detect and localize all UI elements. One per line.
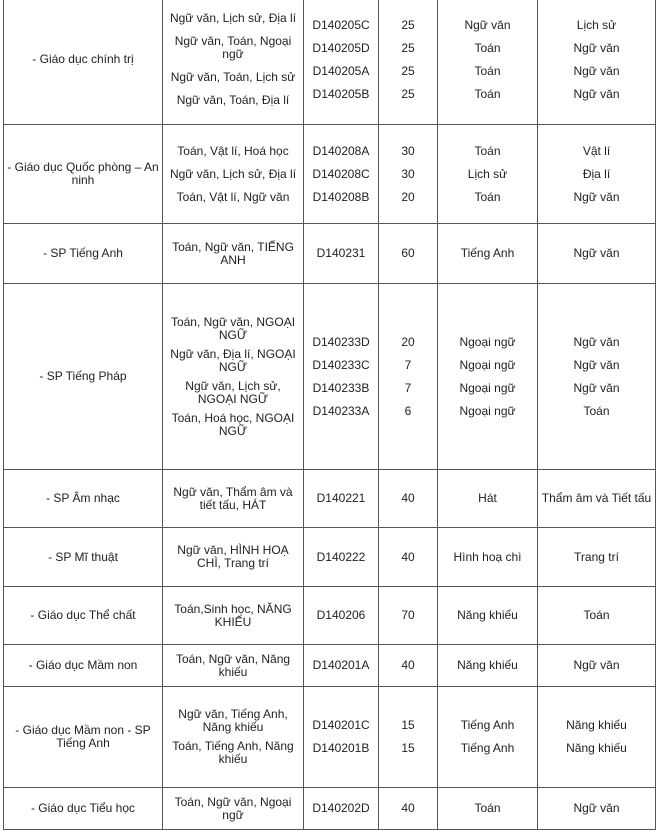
subject-combo-cell: Toán, Ngữ văn, Ngoại ngữ xyxy=(163,788,304,830)
major-cell: - Giáo dục Mầm non xyxy=(4,645,163,687)
code-cell: D140206 xyxy=(304,587,379,645)
code-cell: D140233D D140233C D140233B D140233A xyxy=(304,284,379,470)
quota-cell: 40 xyxy=(379,788,438,830)
subject-combo-cell: Ngữ văn, Tiếng Anh, Năng khiếu Toán, Tiếng Anh, Năng khiếu xyxy=(163,687,304,788)
second-subject-cell: Ngữ văn xyxy=(538,788,656,830)
main-subject-cell: Ngữ văn Toán Toán Toán xyxy=(438,0,538,125)
main-subject-cell: Năng khiếu xyxy=(438,587,538,645)
quota-cell: 60 xyxy=(379,224,438,284)
major-cell: - SP Âm nhạc xyxy=(4,470,163,528)
code-cell: D140201C D140201B xyxy=(304,687,379,788)
major-cell: - SP Mĩ thuật xyxy=(4,528,163,587)
table-row xyxy=(4,645,656,687)
subject-combo-cell: Ngữ văn, Lịch sử, Địa lí Ngữ văn, Toán, Ngoại ngữ Ngữ văn, Toán, Lịch sử Ngữ văn, Toán, Địa lí xyxy=(163,0,304,125)
second-subject-cell: Ngữ văn xyxy=(538,224,656,284)
code-cell: D140201A xyxy=(304,645,379,687)
table-row xyxy=(4,125,656,224)
table-row xyxy=(4,284,656,470)
table-row xyxy=(4,0,656,125)
quota-cell: 70 xyxy=(379,587,438,645)
second-subject-cell: Trang trí xyxy=(538,528,656,587)
table-row xyxy=(4,528,656,587)
subject-combo-cell: Toán, Vật lí, Hoá học Ngữ văn, Lịch sử, Địa lí Toán, Vật lí, Ngữ văn xyxy=(163,125,304,224)
major-cell: - Giáo dục Tiểu học xyxy=(4,788,163,830)
subject-combo-cell: Toán, Ngữ văn, NGOẠI NGỮ Ngữ văn, Địa lí, NGOẠI NGỮ Ngữ văn, Lịch sử, NGOẠI NGỮ Toán, Hoá học, NGOẠI NGỮ xyxy=(163,284,304,470)
table-row xyxy=(4,224,656,284)
quota-cell: 20 7 7 6 xyxy=(379,284,438,470)
subject-combo-cell: Toán, Ngữ văn, TIẾNG ANH xyxy=(163,224,304,284)
code-cell: D140221 xyxy=(304,470,379,528)
table-row xyxy=(4,788,656,830)
subject-combo-cell: Ngữ văn, HÌNH HOẠ CHÌ, Trang trí xyxy=(163,528,304,587)
admissions-table xyxy=(3,0,656,830)
subject-combo-cell: Toán, Ngữ văn, Năng khiếu xyxy=(163,645,304,687)
second-subject-cell: Ngữ văn xyxy=(538,645,656,687)
code-cell: D140208A D140208C D140208B xyxy=(304,125,379,224)
table-row xyxy=(4,687,656,788)
table-row xyxy=(4,587,656,645)
code-cell: D140205C D140205D D140205A D140205B xyxy=(304,0,379,125)
major-cell: - Giáo dục Quốc phòng – An ninh xyxy=(4,125,163,224)
quota-cell: 15 15 xyxy=(379,687,438,788)
main-subject-cell: Tiếng Anh Tiếng Anh xyxy=(438,687,538,788)
code-cell: D140202D xyxy=(304,788,379,830)
subject-combo-cell: Ngữ văn, Thẩm âm và tiết tấu, HÁT xyxy=(163,470,304,528)
code-cell: D140222 xyxy=(304,528,379,587)
main-subject-cell: Năng khiếu xyxy=(438,645,538,687)
major-cell: - Giáo dục chính trị xyxy=(4,0,163,125)
subject-combo-cell: Toán,Sinh học, NĂNG KHIẾU xyxy=(163,587,304,645)
second-subject-cell: Lịch sử Ngữ văn Ngữ văn Ngữ văn xyxy=(538,0,656,125)
main-subject-cell: Toán xyxy=(438,788,538,830)
major-cell: - Giáo dục Mầm non - SP Tiếng Anh xyxy=(4,687,163,788)
main-subject-cell: Hát xyxy=(438,470,538,528)
quota-cell: 40 xyxy=(379,528,438,587)
table-row xyxy=(4,470,656,528)
quota-cell: 30 30 20 xyxy=(379,125,438,224)
main-subject-cell: Tiếng Anh xyxy=(438,224,538,284)
quota-cell: 40 xyxy=(379,470,438,528)
code-cell: D140231 xyxy=(304,224,379,284)
second-subject-cell: Ngữ văn Ngữ văn Ngữ văn Toán xyxy=(538,284,656,470)
second-subject-cell: Vật lí Địa lí Ngữ văn xyxy=(538,125,656,224)
second-subject-cell: Thẩm âm và Tiết tấu xyxy=(538,470,656,528)
quota-cell: 25 25 25 25 xyxy=(379,0,438,125)
main-subject-cell: Ngoại ngữ Ngoại ngữ Ngoại ngữ Ngoại ngữ xyxy=(438,284,538,470)
second-subject-cell: Toán xyxy=(538,587,656,645)
main-subject-cell: Hình hoạ chì xyxy=(438,528,538,587)
main-subject-cell: Toán Lịch sử Toán xyxy=(438,125,538,224)
major-cell: - SP Tiếng Anh xyxy=(4,224,163,284)
second-subject-cell: Năng khiếu Năng khiếu xyxy=(538,687,656,788)
major-cell: - Giáo dục Thể chất xyxy=(4,587,163,645)
quota-cell: 40 xyxy=(379,645,438,687)
major-cell: - SP Tiếng Pháp xyxy=(4,284,163,470)
